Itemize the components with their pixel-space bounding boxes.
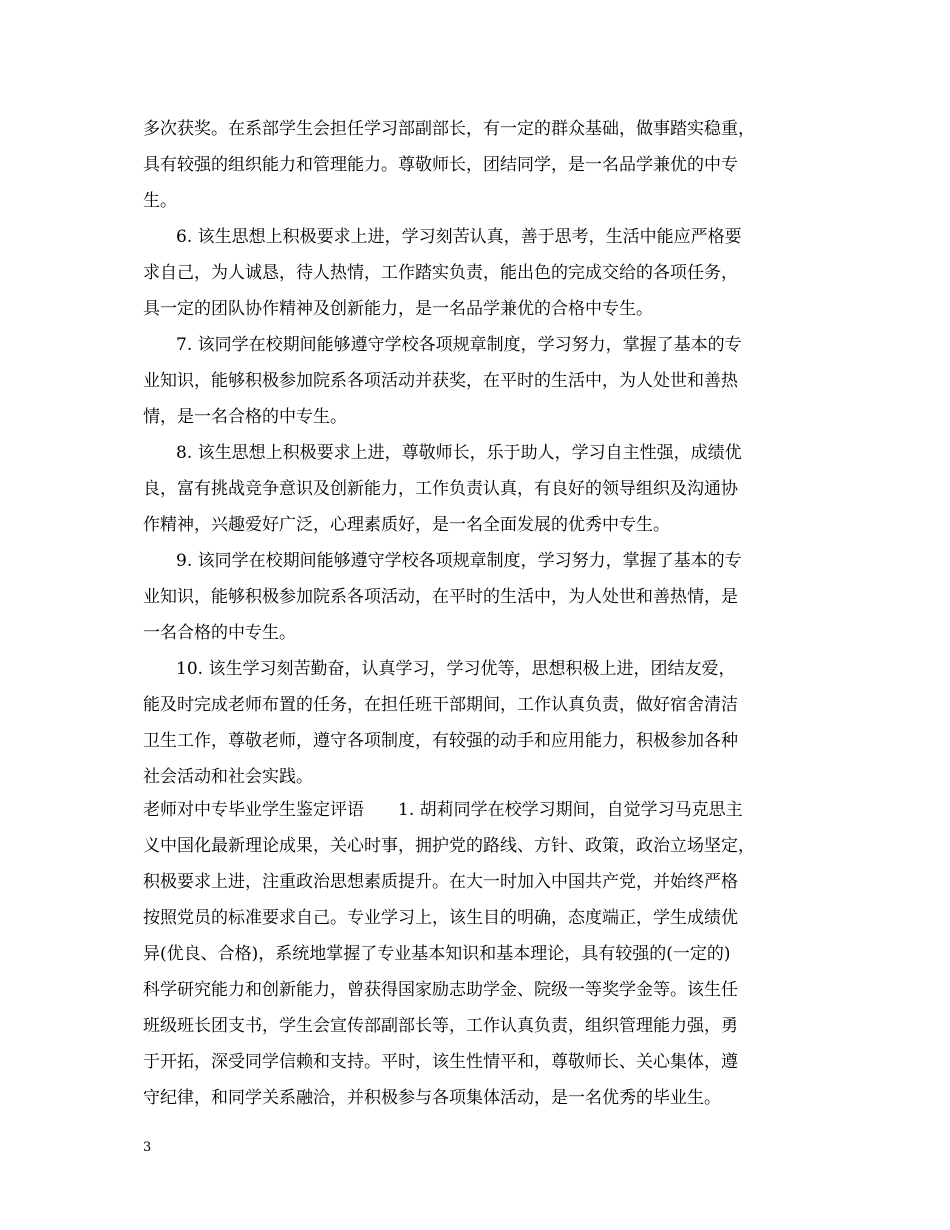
list-item-6-line: 6. 该生思想上积极要求上进，学习刻苦认真，善于思考，生活中能应严格要: [176, 227, 742, 247]
text-line: 一名合格的中专生。: [143, 623, 296, 643]
text-line: 具一定的团队协作精神及创新能力，是一名品学兼优的合格中专生。: [143, 299, 653, 319]
text-line: 按照党员的标准要求自己。专业学习上，该生目的明确，态度端正，学生成绩优: [143, 908, 738, 928]
page-number: 3: [143, 1140, 152, 1155]
text-line: 卫生工作，尊敬老师，遵守各项制度，有较强的动手和应用能力，积极参加各种: [143, 731, 738, 751]
text-line: 生。: [143, 191, 177, 211]
text-line: 守纪律，和同学关系融洽，并积极参与各项集体活动，是一名优秀的毕业生。: [143, 1088, 721, 1108]
text-line: 能及时完成老师布置的任务，在担任班干部期间，工作认真负责，做好宿舍清洁: [143, 695, 738, 715]
text-line: 业知识，能够积极参加院系各项活动并获奖，在平时的生活中，为人处世和善热: [143, 371, 738, 391]
text-line: 业知识，能够积极参加院系各项活动，在平时的生活中，为人处世和善热情，是: [143, 587, 738, 607]
list-item-10-line: 10. 该生学习刻苦勤奋，认真学习，学习优等，思想积极上进，团结友爱，: [176, 659, 736, 679]
text-line: 具有较强的组织能力和管理能力。尊敬师长，团结同学，是一名品学兼优的中专: [143, 155, 738, 175]
list-item-8-line: 8. 该生思想上积极要求上进，尊敬师长，乐于助人，学习自主性强，成绩优: [176, 443, 742, 463]
text-line: 多次获奖。在系部学生会担任学习部副部长，有一定的群众基础，做事踏实稳重，: [143, 119, 755, 139]
text-line: 作精神，兴趣爱好广泛，心理素质好，是一名全面发展的优秀中专生。: [143, 515, 670, 535]
text-line: 异(优良、合格)，系统地掌握了专业基本知识和基本理论，具有较强的(一定的): [143, 944, 731, 964]
text-line: 于开拓，深受同学信赖和支持。平时，该生性情平和，尊敬师长、关心集体，遵: [143, 1052, 738, 1072]
text-line: 良，富有挑战竞争意识及创新能力，工作负责认真，有良好的领导组织及沟通协: [143, 479, 738, 499]
section-heading-line: 老师对中专毕业学生鉴定评语 1. 胡莉同学在校学习期间，自觉学习马克思主: [143, 800, 743, 820]
text-line: 义中国化最新理论成果，关心时事，拥护党的路线、方针、政策，政治立场坚定，: [143, 836, 755, 856]
text-line: 求自己，为人诚恳，待人热情，工作踏实负责，能出色的完成交给的各项任务，: [143, 263, 738, 283]
text-line: 情，是一名合格的中专生。: [143, 407, 347, 427]
list-item-9-line: 9. 该同学在校期间能够遵守学校各项规章制度，学习努力，掌握了基本的专: [176, 551, 742, 571]
list-item-7-line: 7. 该同学在校期间能够遵守学校各项规章制度，学习努力，掌握了基本的专: [176, 335, 742, 355]
text-line: 社会活动和社会实践。: [143, 767, 313, 787]
text-line: 积极要求上进，注重政治思想素质提升。在大一时加入中国共产党，并始终严格: [143, 872, 738, 892]
text-line: 科学研究能力和创新能力，曾获得国家励志助学金、院级一等奖学金等。该生任: [143, 980, 738, 1000]
text-line: 班级班长团支书，学生会宣传部副部长等，工作认真负责，组织管理能力强，勇: [143, 1016, 738, 1036]
